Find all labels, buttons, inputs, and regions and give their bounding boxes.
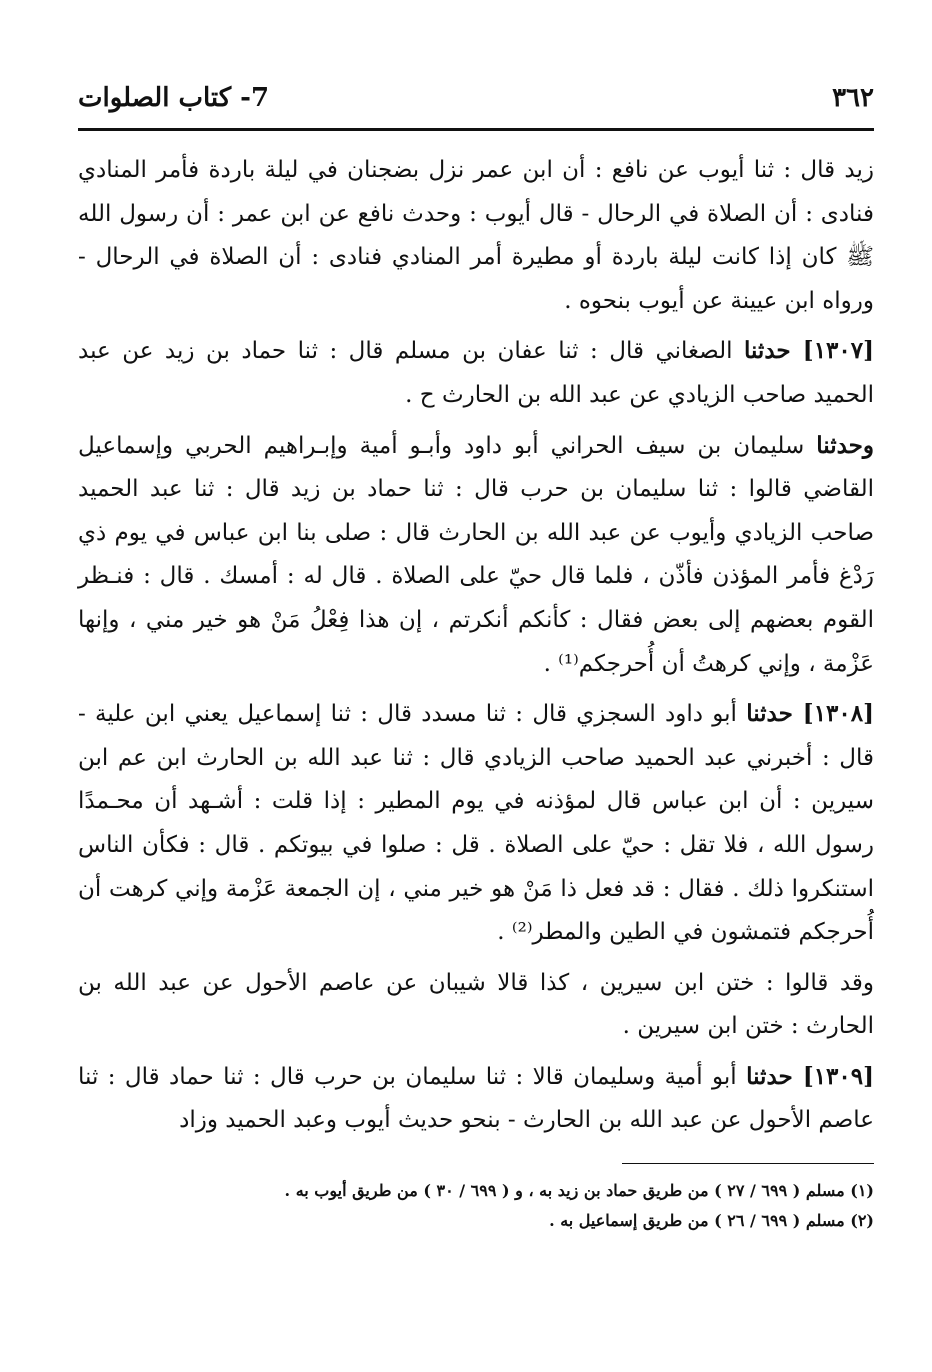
paragraph-text: أبو داود السجزي قال : ثنا مسدد قال : ثنا إسماعيل يعني ابن علية - قال : أخبرني عبد الحميد صاحب الزيادي قال : ثنا عبد الله بن الحارث ابن عم ابن سيرين : أن ابن عباس قال لمؤذنه في يوم المطير : إذا قلت : أشـهد أن محـمدًا رسول الله ، فلا تقل : حيّ على الصلاة . قل : صلوا في بيوتكم . قال : فكأن الناس استنكروا ذلك . فقال : قد فعل ذا مَنْ هو خير مني ، إن الجمعة عَزْمة وإني كرهت أن أُحرجكم فتمشون في الطين والمطر⁽²⁾ . xyxy=(78,701,874,946)
main-text xyxy=(78,148,874,1149)
page-header xyxy=(78,78,874,118)
paragraph xyxy=(78,329,874,417)
footnotes xyxy=(78,1176,874,1236)
paragraph xyxy=(78,424,874,687)
hadith-number-lead: [١٣٠٨] حدثنا xyxy=(746,700,874,728)
header-rule xyxy=(78,128,874,131)
hadith-number-lead: [١٣٠٧] حدثنا xyxy=(743,337,874,365)
footnote: (٢) مسلم ( ٦٩٩ / ٢٦ ) من طريق إسماعيل به . xyxy=(549,1211,874,1230)
paragraph-text: سليمان بن سيف الحراني أبو داود وأبـو أمية وإبـراهيم الحربي وإسماعيل القاضي قالوا : ثنا سليمان بن حرب قال : ثنا حماد بن زيد قال : ثنا عبد الحميد صاحب الزيادي وأيوب عن عبد الله بن الحارث قال : صلى بنا ابن عباس في يوم ذي رَدْغ فأمر المؤذن فأذّن ، فلما قال حيّ على الصلاة . قال له : أمسك . قال : فنـظر القوم بعضهم إلى بعض فقال : كأنكم أنكرتم ، إن هذا فِعْلُ مَنْ هو خير مني ، وإنها عَزْمة ، وإني كرهتُ أن أُحرجكم⁽¹⁾ . xyxy=(78,432,874,677)
paragraph-lead: وحدثنا xyxy=(816,431,874,459)
paragraph xyxy=(78,1055,874,1143)
paragraph-text: زيد قال : ثنا أيوب عن نافع : أن ابن عمر نزل بضجنان في ليلة باردة فأمر المنادي فنادى : أن الصلاة في الرحال - قال أيوب : وحدث نافع عن ابن عمر : أن رسول الله ﷺ كان إذا كانت ليلة باردة أو مطيرة أمر المنادي فنادى : أن الصلاة في الرحال - ورواه ابن عيينة عن أيوب بنحوه . xyxy=(78,157,874,314)
paragraph-text: أبو أمية وسليمان قالا : ثنا سليمان بن حرب قال : ثنا حماد قال : ثنا عاصم الأحول عن عبد الله بن الحارث - بنحو حديث أيوب وعبد الحميد وزاد xyxy=(78,1063,874,1134)
footnote: (١) مسلم ( ٦٩٩ / ٢٧ ) من طريق حماد بن زيد به ، و ( ٦٩٩ / ٣٠ ) من طريق أيوب به . xyxy=(284,1181,874,1200)
hadith-number-lead: [١٣٠٩] حدثنا xyxy=(746,1062,875,1090)
paragraph-text: وقد قالوا : ختن ابن سيرين ، كذا قالا شيبان عن عاصم الأحول عن عبد الله بن الحارث : ختن ابن سيرين . xyxy=(78,969,874,1040)
page-number: ٣٦٢ xyxy=(832,83,874,113)
paragraph xyxy=(78,692,874,955)
paragraph-text: الصغاني قال : ثنا عفان بن مسلم قال : ثنا حماد بن زيد عن عبد الحميد صاحب الزيادي عن عبد الله بن الحارث ح . xyxy=(78,338,874,408)
footnote-rule xyxy=(622,1163,874,1164)
paragraph xyxy=(78,148,874,323)
chapter-title: 7- كتاب الصلوات xyxy=(78,83,270,113)
paragraph xyxy=(78,961,874,1049)
